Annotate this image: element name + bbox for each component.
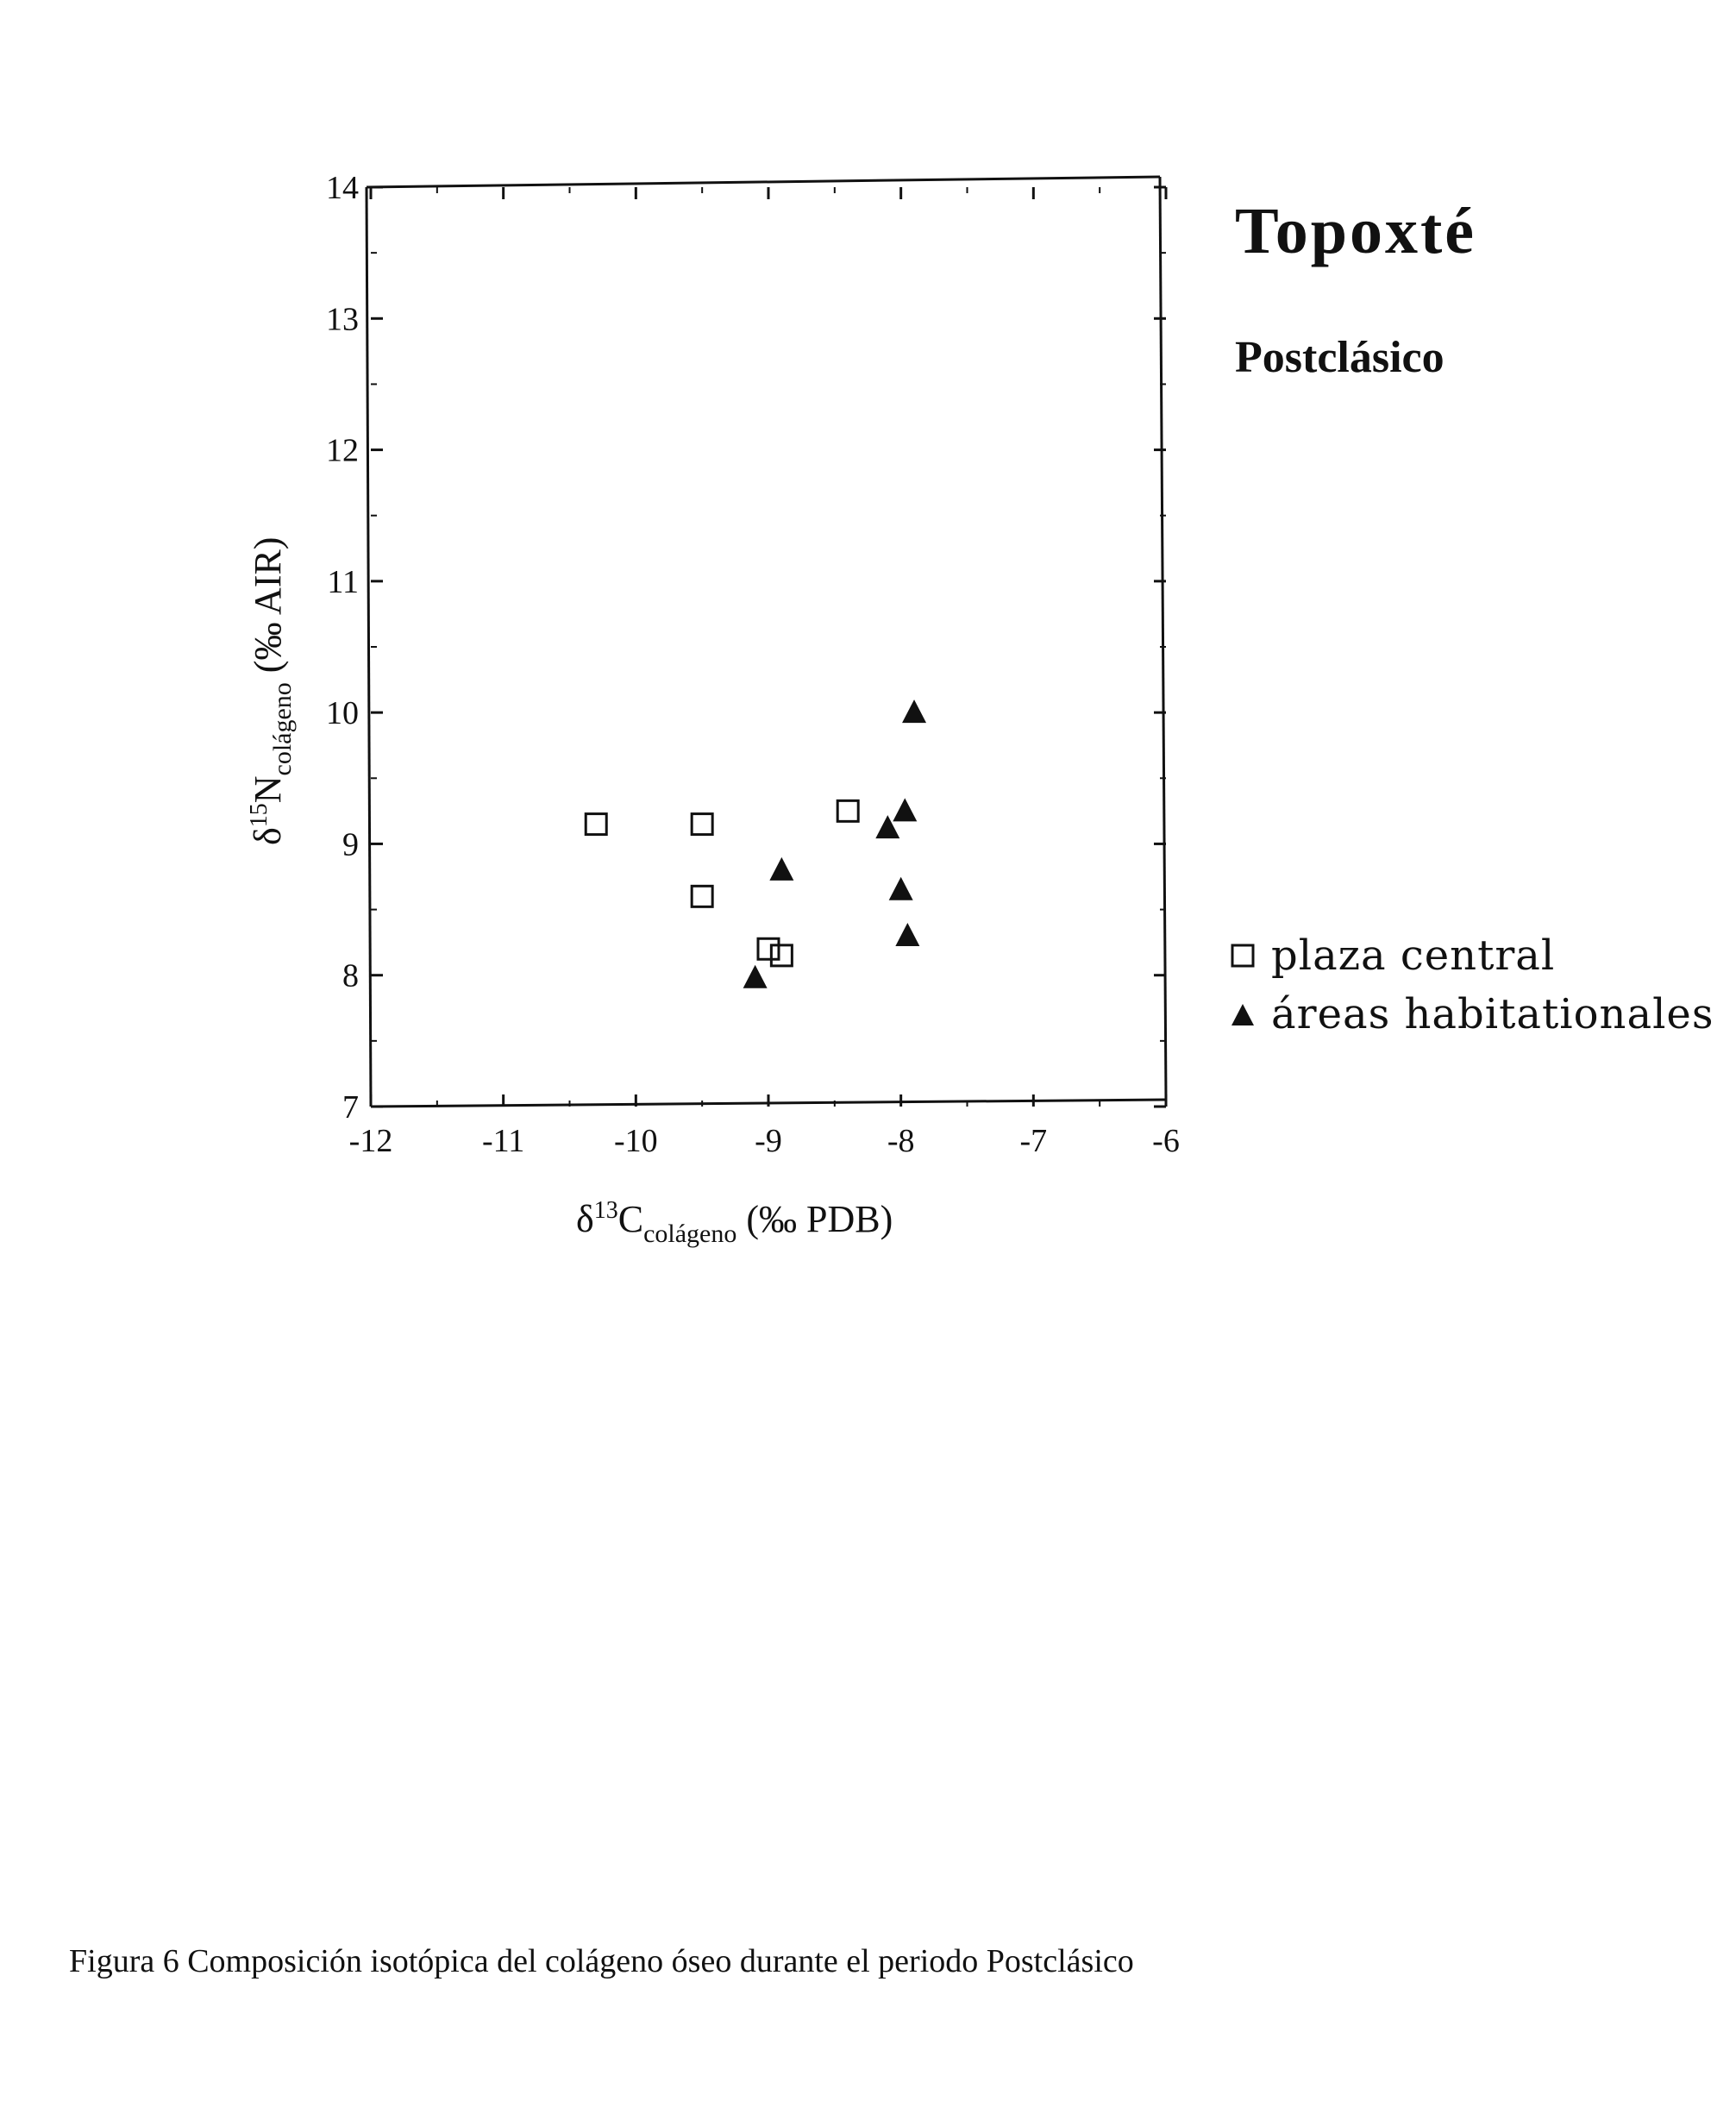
- point-plaza-central: [837, 800, 858, 821]
- point-areas-habitationales: [743, 965, 768, 988]
- y-axis-title: $\delta^{15}N_{colágeno}$ (‰ AIR): [246, 536, 297, 845]
- x-tick-label: -10: [614, 1123, 658, 1159]
- point-plaza-central: [692, 814, 712, 835]
- point-areas-habitationales: [893, 798, 917, 821]
- chart-title: Topoxté: [1235, 195, 1477, 267]
- y-tick-label: 10: [326, 695, 359, 732]
- legend-item-plaza-central: [1225, 931, 1555, 980]
- legend-label: plaza central: [1271, 931, 1556, 980]
- filled-triangle-marker-icon: [1225, 1001, 1261, 1027]
- x-tick-label: -9: [755, 1123, 782, 1159]
- figure-caption: Figura 6 Composición isotópica del colágeno óseo durante el periodo Postclásico: [69, 1943, 1134, 1979]
- plot-frame: [367, 177, 1166, 1107]
- x-tick-label: -8: [887, 1123, 915, 1159]
- point-areas-habitationales: [902, 699, 926, 723]
- y-tick-label: 7: [342, 1089, 359, 1126]
- legend-label: áreas habitationales: [1271, 990, 1714, 1038]
- y-tick-labels: [326, 170, 359, 1126]
- y-tick-label: 13: [326, 301, 359, 338]
- x-tick-label: -6: [1152, 1123, 1180, 1159]
- chart-subtitle: Postclásico: [1235, 333, 1445, 382]
- point-plaza-central: [692, 886, 712, 906]
- data-points: [586, 699, 926, 988]
- y-tick-label: 11: [327, 563, 359, 600]
- x-tick-label: -7: [1019, 1123, 1048, 1159]
- x-tick-labels: [349, 1123, 1180, 1159]
- legend-item-areas-habitationales: [1225, 990, 1714, 1038]
- point-plaza-central: [771, 945, 792, 966]
- point-plaza-central: [586, 814, 606, 835]
- y-tick-label: 14: [326, 170, 359, 206]
- y-tick-label: 9: [342, 826, 359, 863]
- y-tick-label: 12: [326, 432, 359, 469]
- x-axis-title: $\delta^{13}C_{colágeno}$ (‰ PDB): [576, 1197, 893, 1248]
- axis-ticks: [371, 187, 1166, 1107]
- point-plaza-central: [758, 938, 779, 959]
- y-tick-label: 8: [342, 957, 359, 994]
- point-areas-habitationales: [895, 923, 919, 946]
- point-areas-habitationales: [769, 857, 793, 881]
- open-square-marker-icon: [1225, 943, 1261, 969]
- x-tick-label: -11: [482, 1123, 525, 1159]
- x-tick-label: -12: [348, 1123, 393, 1159]
- point-areas-habitationales: [889, 877, 913, 900]
